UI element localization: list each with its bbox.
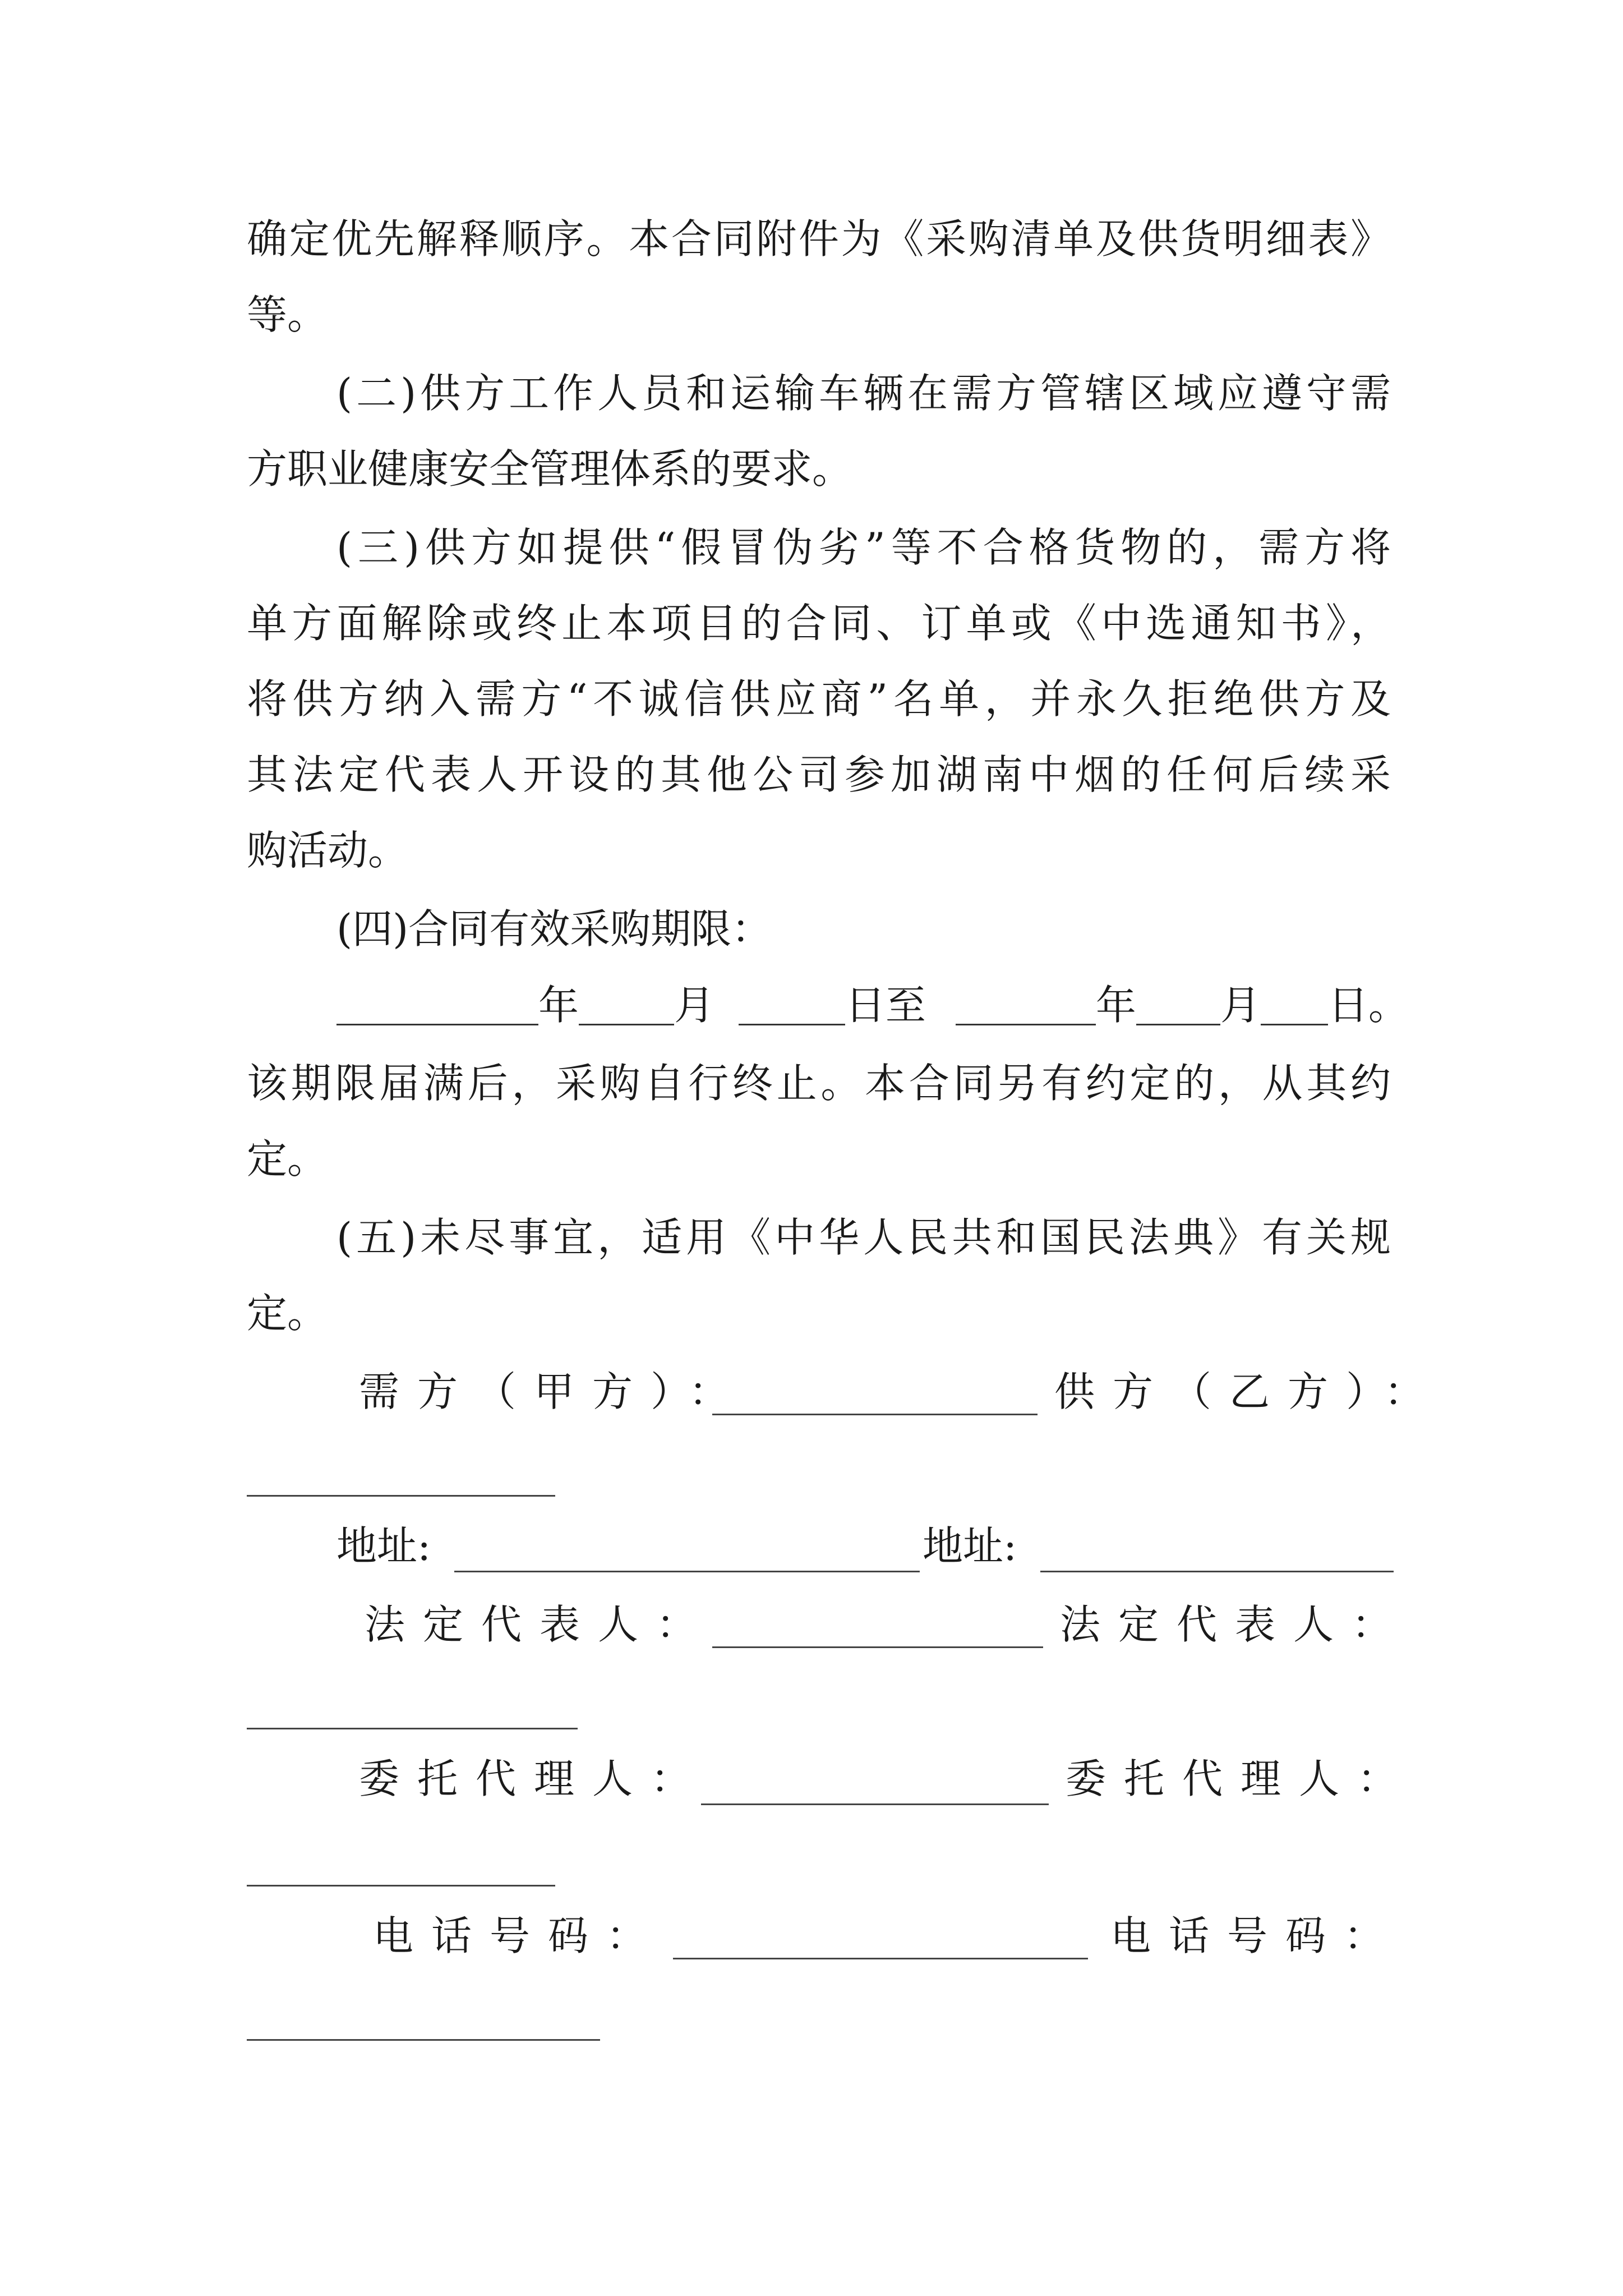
buyer-agent-label: 委托代理人：	[359, 1755, 709, 1802]
supplier-agent-blank[interactable]	[247, 1885, 555, 1887]
supplier-address-label: 地址:	[923, 1522, 1017, 1570]
buyer-phone-label: 电话号码：	[373, 1912, 665, 1959]
supplier-phone-blank[interactable]	[247, 2039, 600, 2041]
start-year-blank[interactable]	[336, 984, 538, 1025]
start-day-blank[interactable]	[739, 984, 845, 1025]
year-label-2: 年	[1095, 982, 1136, 1029]
clause-3-line: 将供方纳入需方“不诚信供应商”名单，并永久拒绝供方及	[247, 675, 1391, 723]
end-month-blank[interactable]	[1136, 984, 1220, 1025]
year-label: 年	[538, 982, 579, 1029]
clause-3-line: (三)供方如提供“假冒伪劣”等不合格货物的，需方将	[336, 524, 1391, 571]
month-label-2: 月	[1220, 982, 1261, 1029]
supplier-phone-label: 电话号码：	[1110, 1912, 1403, 1959]
buyer-agent-blank[interactable]	[701, 1803, 1049, 1805]
buyer-legal-rep-label: 法定代表人：	[365, 1601, 715, 1648]
month-label: 月	[674, 982, 715, 1029]
clause-3-line: 其法定代表人开设的其他公司参加湖南中烟的任何后续采	[247, 751, 1391, 798]
buyer-address-blank[interactable]	[454, 1571, 920, 1572]
start-month-blank[interactable]	[579, 984, 674, 1025]
contract-period-line	[336, 982, 1430, 1029]
buyer-name-blank[interactable]	[712, 1414, 1038, 1415]
end-year-blank[interactable]	[956, 984, 1096, 1025]
buyer-address-label: 地址:	[336, 1522, 431, 1570]
clause-2-line: 方职业健康安全管理体系的要求。	[247, 445, 853, 493]
buyer-legal-rep-blank[interactable]	[712, 1646, 1043, 1648]
clause-5-line: (五)未尽事宜，适用《中华人民共和国民法典》有关规	[336, 1214, 1391, 1261]
clause-3-line: 购活动。	[247, 827, 409, 874]
supplier-legal-rep-label: 法定代表人：	[1060, 1601, 1410, 1648]
supplier-legal-rep-blank[interactable]	[247, 1728, 578, 1729]
clause-2-line: (二)供方工作人员和运输车辆在需方管辖区域应遵守需	[336, 370, 1391, 417]
paragraph-line: 确定优先解释顺序。本合同附件为《采购清单及供货明细表》	[247, 215, 1391, 263]
day-label-2: 日。	[1327, 982, 1409, 1029]
clause-4-line: 定。	[247, 1135, 328, 1182]
supplier-agent-label: 委托代理人：	[1066, 1755, 1416, 1802]
clause-4-line: (四)合同有效采购期限：	[336, 905, 772, 953]
supplier-address-blank[interactable]	[1040, 1571, 1394, 1572]
buyer-phone-blank[interactable]	[673, 1958, 1088, 1959]
end-day-blank[interactable]	[1261, 984, 1328, 1025]
buyer-label: 需方（甲方）：	[359, 1368, 748, 1415]
clause-3-line: 单方面解除或终止本项目的合同、订单或《中选通知书》，	[247, 600, 1391, 647]
clause-5-line: 定。	[247, 1290, 328, 1337]
supplier-label: 供方（乙方）：	[1054, 1368, 1443, 1415]
supplier-name-blank[interactable]	[247, 1495, 555, 1497]
paragraph-line: 等。	[247, 291, 328, 338]
clause-4-line: 该期限届满后，采购自行终止。本合同另有约定的，从其约	[247, 1060, 1391, 1107]
day-to-label: 日至	[845, 982, 926, 1029]
